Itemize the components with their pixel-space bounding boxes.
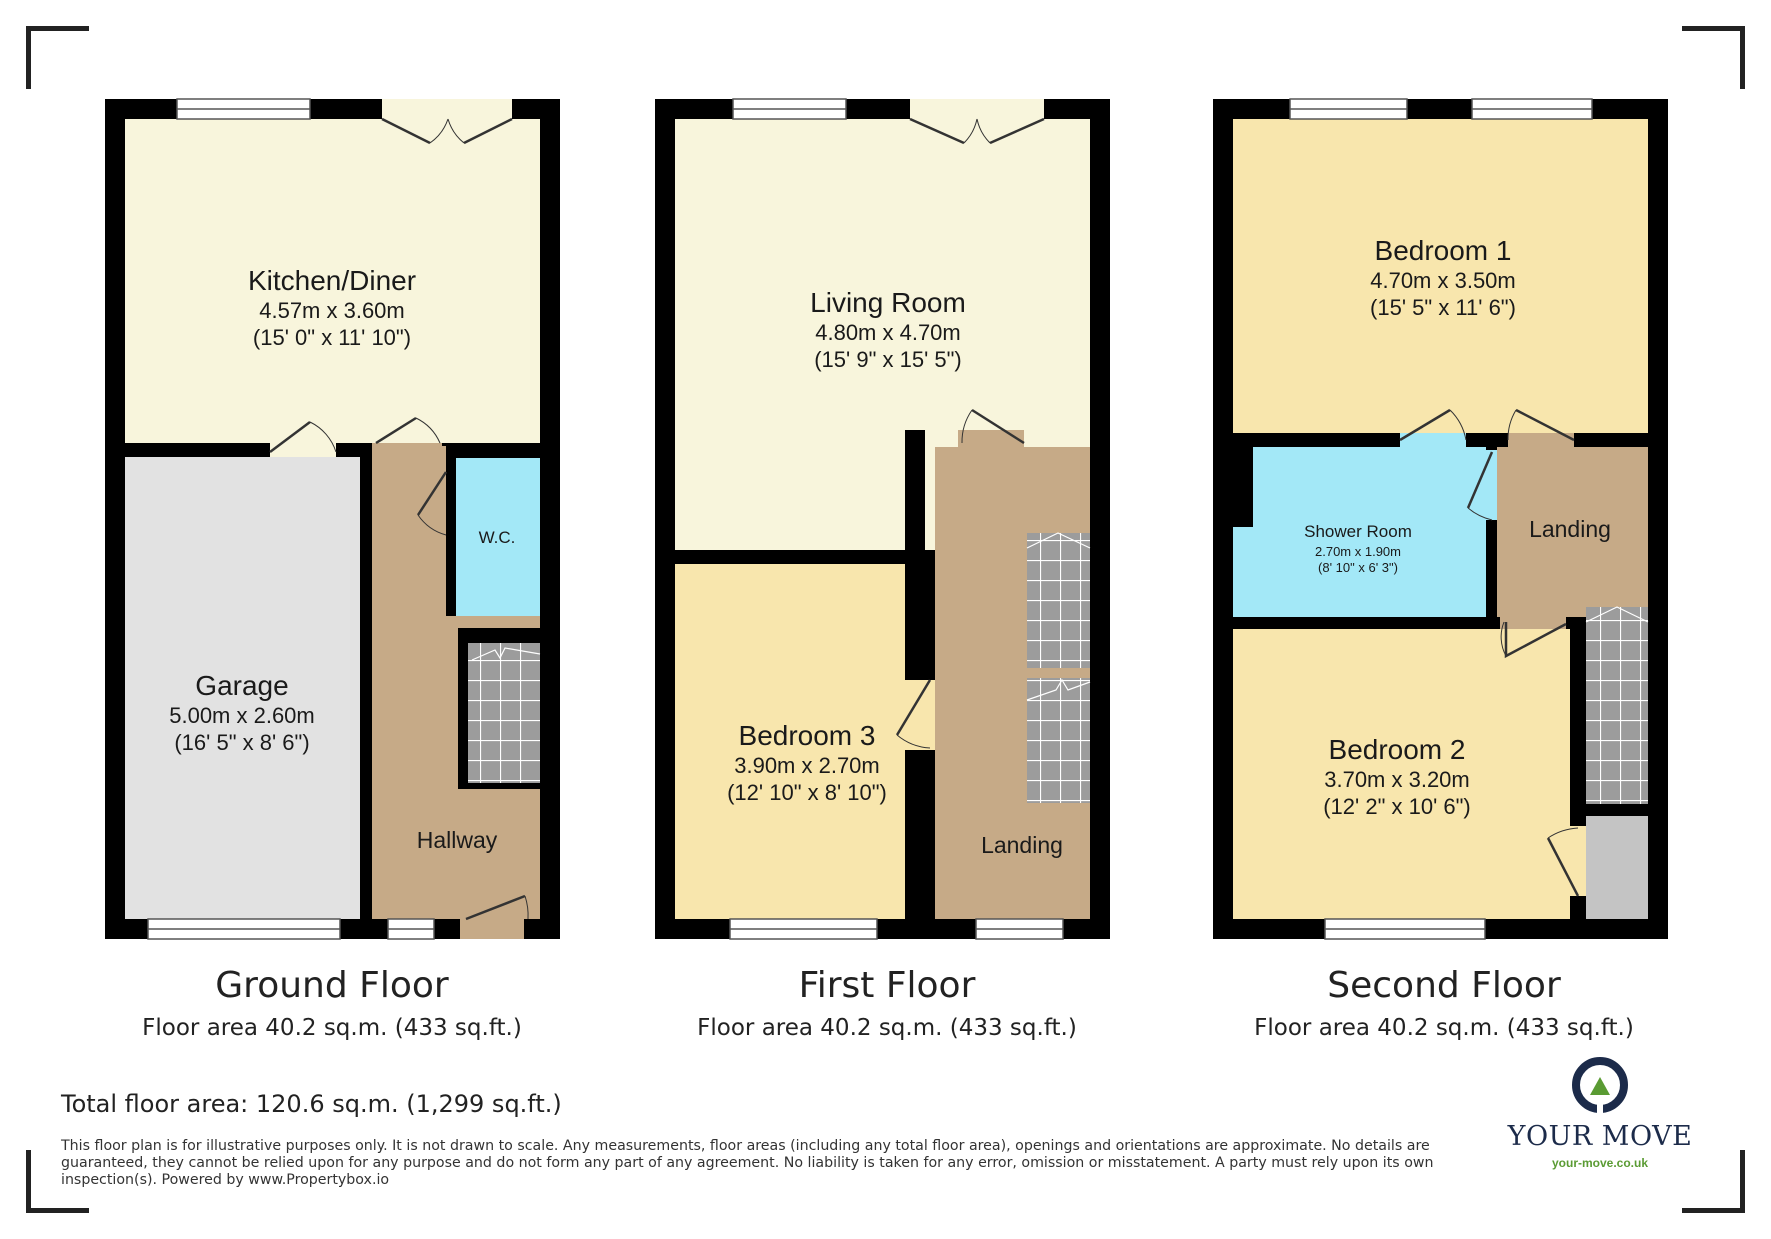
room-dimensions-imperial: (15' 0" x 11' 10") xyxy=(252,325,412,350)
floor-area: Floor area 40.2 sq.m. (433 sq.ft.) xyxy=(1254,1015,1634,1041)
ground-floor-stairs xyxy=(468,643,540,783)
room-dimensions-metric: 3.90m x 2.70m xyxy=(734,753,880,778)
room-dimensions-imperial: (12' 2" x 10' 6") xyxy=(1323,794,1471,819)
your-move-logo xyxy=(1500,1055,1700,1170)
first-floor-plan xyxy=(655,99,1110,939)
room-dimensions-metric: 2.70m x 1.90m xyxy=(1315,544,1401,559)
room-name: Bedroom 3 xyxy=(738,720,876,751)
room-dimensions-imperial: (8' 10" x 6' 3") xyxy=(1318,560,1398,575)
room-dimensions-metric: 4.70m x 3.50m xyxy=(1370,268,1516,293)
second-floor-stairs xyxy=(1586,607,1648,804)
room-dimensions-metric: 3.70m x 3.20m xyxy=(1324,767,1470,792)
room-dimensions-imperial: (16' 5" x 8' 6") xyxy=(174,730,310,755)
room-dimensions-imperial: (15' 5" x 11' 6") xyxy=(1370,295,1516,320)
floor-caption-ground xyxy=(102,965,562,1043)
room-name: W.C. xyxy=(478,528,516,547)
room-name: Hallway xyxy=(416,827,498,853)
floor-name: Ground Floor xyxy=(215,965,449,1006)
disclaimer-text: This floor plan is for illustrative purposes only. It is not drawn to scale. Any measurements, floor areas (including any total floor area), openings and orientations are approximate. No details are guaranteed, they cannot be relied upon for any purpose and do not form any part of any agreement. No liability is taken for any error, omission or misstatement. A party must rely upon its own inspection(s). Powered by www.Propertybox.io xyxy=(61,1138,1434,1188)
room-name: Kitchen/Diner xyxy=(247,265,417,296)
room-dimensions-metric: 5.00m x 2.60m xyxy=(169,703,315,728)
room-name: Landing xyxy=(981,832,1063,858)
room-dimensions-metric: 4.57m x 3.60m xyxy=(259,298,405,323)
house-ring-icon xyxy=(1568,1055,1632,1119)
floor-caption-first xyxy=(657,965,1117,1043)
room-dimensions-imperial: (12' 10" x 8' 10") xyxy=(727,780,887,805)
floor-area: Floor area 40.2 sq.m. (433 sq.ft.) xyxy=(697,1015,1077,1041)
brand-name: YOUR MOVE xyxy=(1507,1121,1693,1152)
ground-floor-plan xyxy=(105,99,560,939)
floor-name: Second Floor xyxy=(1327,965,1561,1006)
room-name: Shower Room xyxy=(1304,522,1412,541)
room-name: Garage xyxy=(195,670,289,701)
room-name: Bedroom 1 xyxy=(1374,235,1512,266)
total-floor-area: Total floor area: 120.6 sq.m. (1,299 sq.ft.) xyxy=(61,1090,562,1118)
floor-name: First Floor xyxy=(798,965,976,1006)
first-floor-stairs-upper xyxy=(1027,533,1090,668)
room-dimensions-metric: 4.80m x 4.70m xyxy=(815,320,961,345)
floor-area: Floor area 40.2 sq.m. (433 sq.ft.) xyxy=(142,1015,522,1041)
room-name: Landing xyxy=(1529,516,1611,542)
room-name: Living Room xyxy=(810,287,966,318)
storage-cupboard xyxy=(1586,816,1648,919)
room-dimensions-imperial: (15' 9" x 15' 5") xyxy=(814,347,962,372)
room-name: Bedroom 2 xyxy=(1328,734,1466,765)
floor-caption-second xyxy=(1214,965,1674,1043)
brand-url[interactable]: your-move.co.uk xyxy=(1551,1156,1649,1170)
